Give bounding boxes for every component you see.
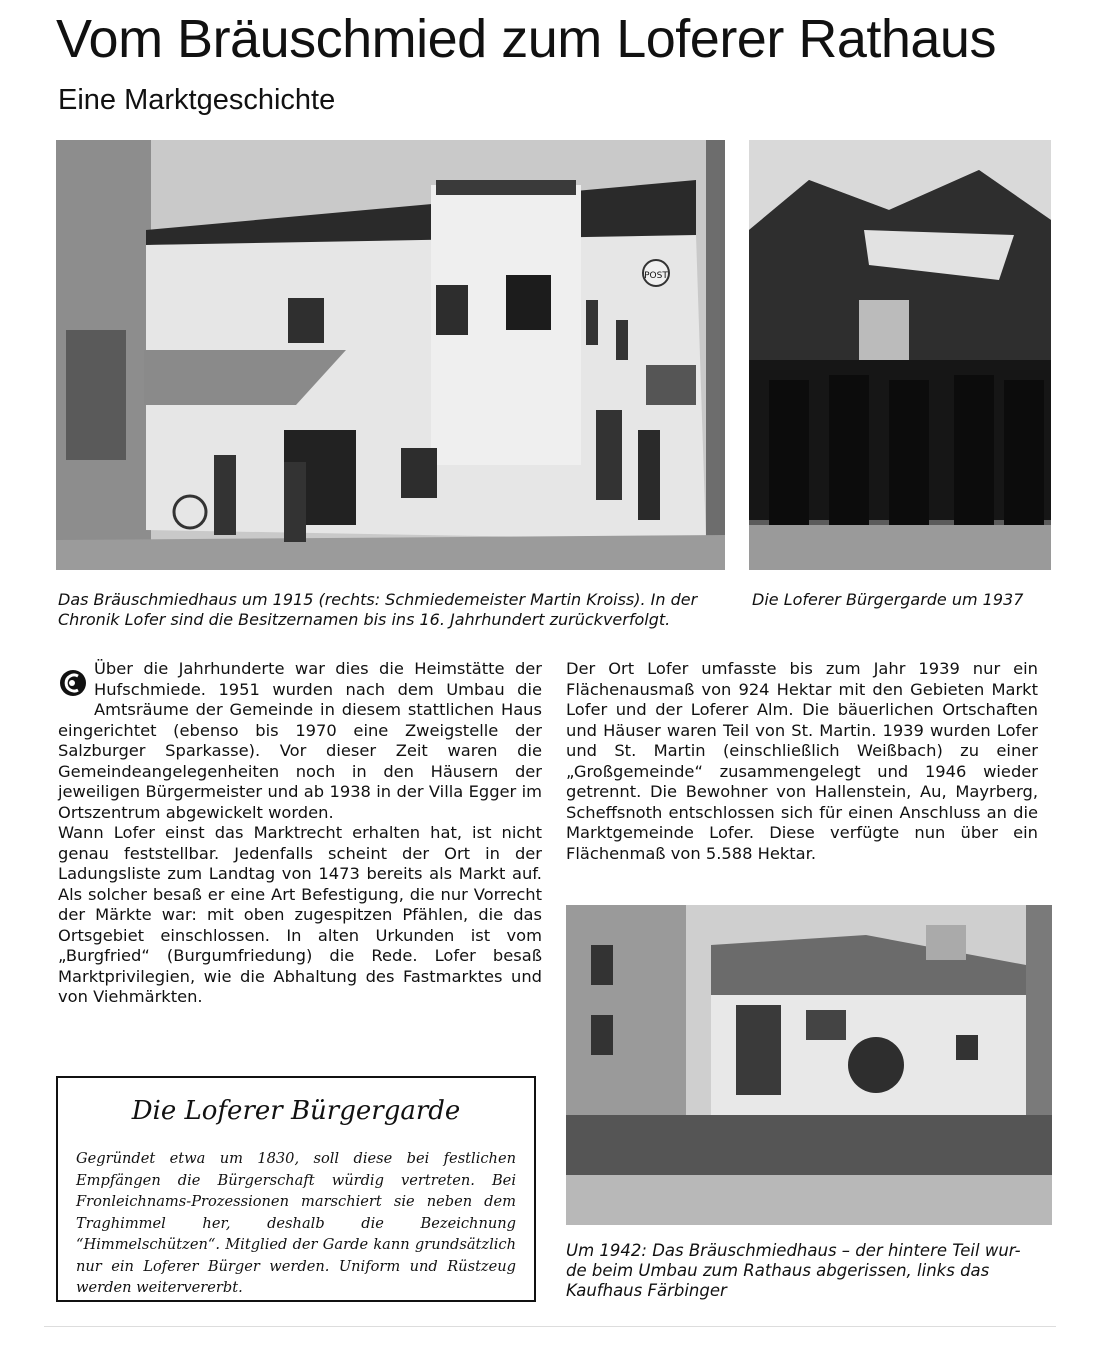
page-title: Vom Bräuschmied zum Loferer Rathaus [56,9,996,69]
caption-buergergarde-1937: Die Loferer Bürgergarde um 1937 [752,590,1024,609]
buergergarde-info-box [56,1076,536,1302]
photo-braeuschmiedhaus-1915 [56,140,725,570]
post-sign: POST [644,271,668,281]
caption-braeuschmiedhaus-1942: Um 1942: Das Bräuschmiedhaus – der hintere Teil wur- de beim Umbau zum Rathaus abgerissen, links das Kaufhaus Färbinger [566,1241,1021,1300]
article-col2-paragraph-1: Der Ort Lofer umfasste bis zum Jahr 1939 nur ein Flächenausmaß von 924 Hektar mit den Gebieten Markt Lofer und der Loferer Alm. Die bäuerlichen Ortschaften und Häuser waren Teil von St. Martin. 1939 wurden Lofer und St. Martin (einschließlich Weißbach) zu einer „Großgemeinde“ zusammengelegt und 1946 wieder getrennt. Die Bewohner von Hallenstein, Au, Mayrberg, Scheffsnoth entschlossen sich für einen Anschluss an die Marktgemeinde Lofer. Diese verfügte nun über ein Flächenmaß von 5.588 Hektar. [566,659,1038,863]
article-column-2 [566,659,1038,864]
info-box-text: Gegründet etwa um 1830, soll diese bei festlichen Empfängen die Bürgerschaft würdig vertreten. Bei Fronleichnams-Prozessionen marschiert sie neben dem Traghimmel her, deshalb die Bezeichnung “Himmelschützen“. Mitglied der Garde kann grundsätzlich nur ein Loferer Bürger werden. Uniform und Rüstzeug werden weitervererbt. [76,1150,516,1296]
photo-buergergarde-1937 [749,140,1051,570]
article-col1-paragraph-2: Wann Lofer einst das Marktrecht erhalten hat, ist nicht genau feststellbar. Jedenfalls scheint der Ort in der Ladungsliste zum Landtag von 1473 bereits als Markt auf. Als solcher besaß er eine Art Befestigung, die nur Vorrecht der Märkte war: mit oben zugespitzen Pfählen, die das Ortsgebiet einschlossen. In alten Urkunden ist vom „Burgfried“ (Burgumfriedung) die Rede. Lofer besaß Marktprivilegien, wie die Abhaltung des Fastmarktes und von Viehmärkten. [58,823,542,1006]
bottom-divider [44,1326,1056,1327]
page-subtitle: Eine Marktgeschichte [58,84,336,116]
info-box-title: Die Loferer Bürgergarde [131,1096,461,1126]
article-column-1 [58,659,542,1008]
article-col1-paragraph-1: Über die Jahrhunderte war dies die Heimstätte der Hufschmiede. 1951 wurden nach dem Umbau die Amtsräume der Gemeinde in diesem stattlichen Haus eingerichtet (ebenso bis 1970 eine Zweigstelle der Salzburger Sparkasse). Vor dieser Zeit waren die Gemeindeangelegenheiten noch in den Häusern der jeweiligen Bürgermeister und ab 1938 in der Villa Egger im Ortszentrum abgewickelt worden. [58,659,542,822]
photo-braeuschmiedhaus-1942 [566,905,1052,1225]
ornamental-dropcap-icon [58,665,88,701]
caption-braeuschmiedhaus-1915: Das Bräuschmiedhaus um 1915 (rechts: Schmiedemeister Martin Kroiss). In der Chronik Lofer sind die Besitzernamen bis ins 16. Jahrhundert zurückverfolgt. [58,590,698,629]
